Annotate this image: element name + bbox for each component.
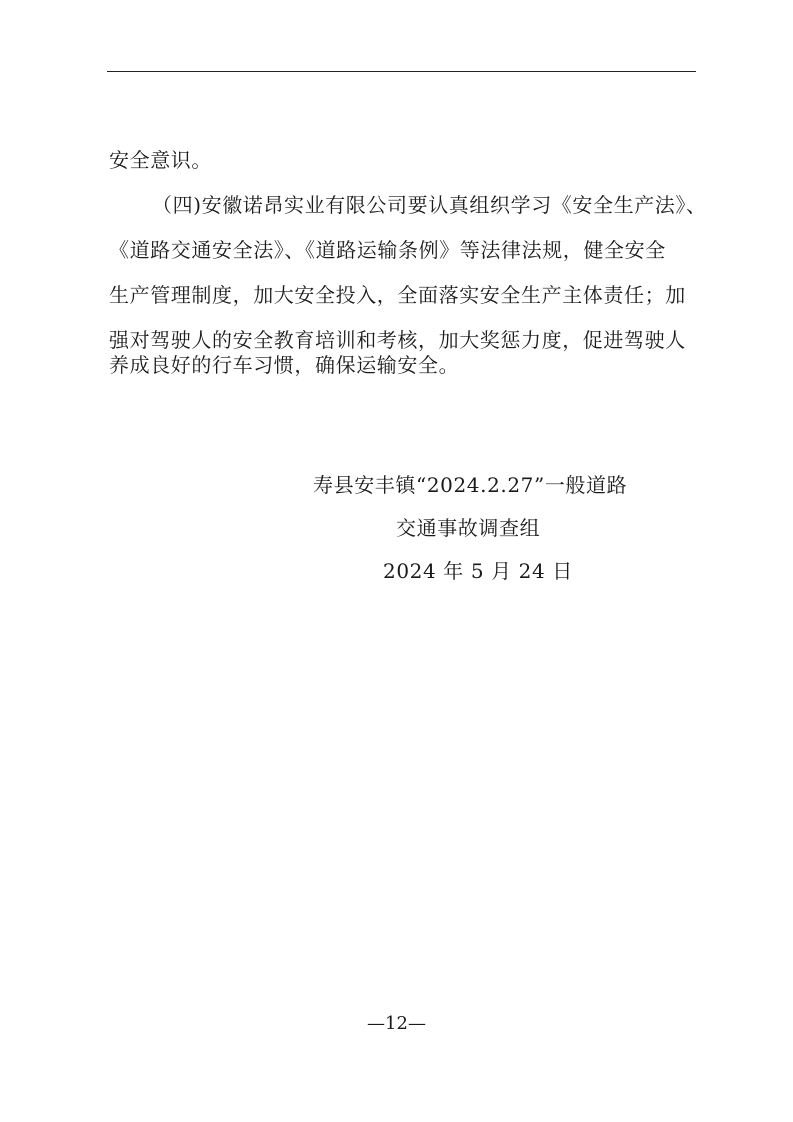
body-line-4: 生产管理制度，加大安全投入，全面落实安全生产主体责任；加 [109, 283, 686, 307]
body-line-2: （四)安徽诺昂实业有限公司要认真组织学习《安全生产法》、 [152, 193, 707, 217]
signature-organization-line-2: 交通事故调查组 [396, 516, 541, 540]
signature-organization-line-1: 寿县安丰镇“2024.2.27”一般道路 [313, 473, 628, 497]
header-rule [107, 71, 696, 72]
body-line-6: 养成良好的行车习惯，确保运输安全。 [109, 353, 460, 377]
page-number: —12— [367, 1013, 426, 1034]
signature-date: 2024 年 5 月 24 日 [383, 559, 573, 583]
body-line-1: 安全意识。 [109, 148, 212, 172]
body-line-3: 《道路交通安全法》、《道路运输条例》等法律法规，健全安全 [109, 238, 666, 262]
body-line-5: 强对驾驶人的安全教育培训和考核，加大奖惩力度，促进驾驶人 [109, 328, 686, 352]
